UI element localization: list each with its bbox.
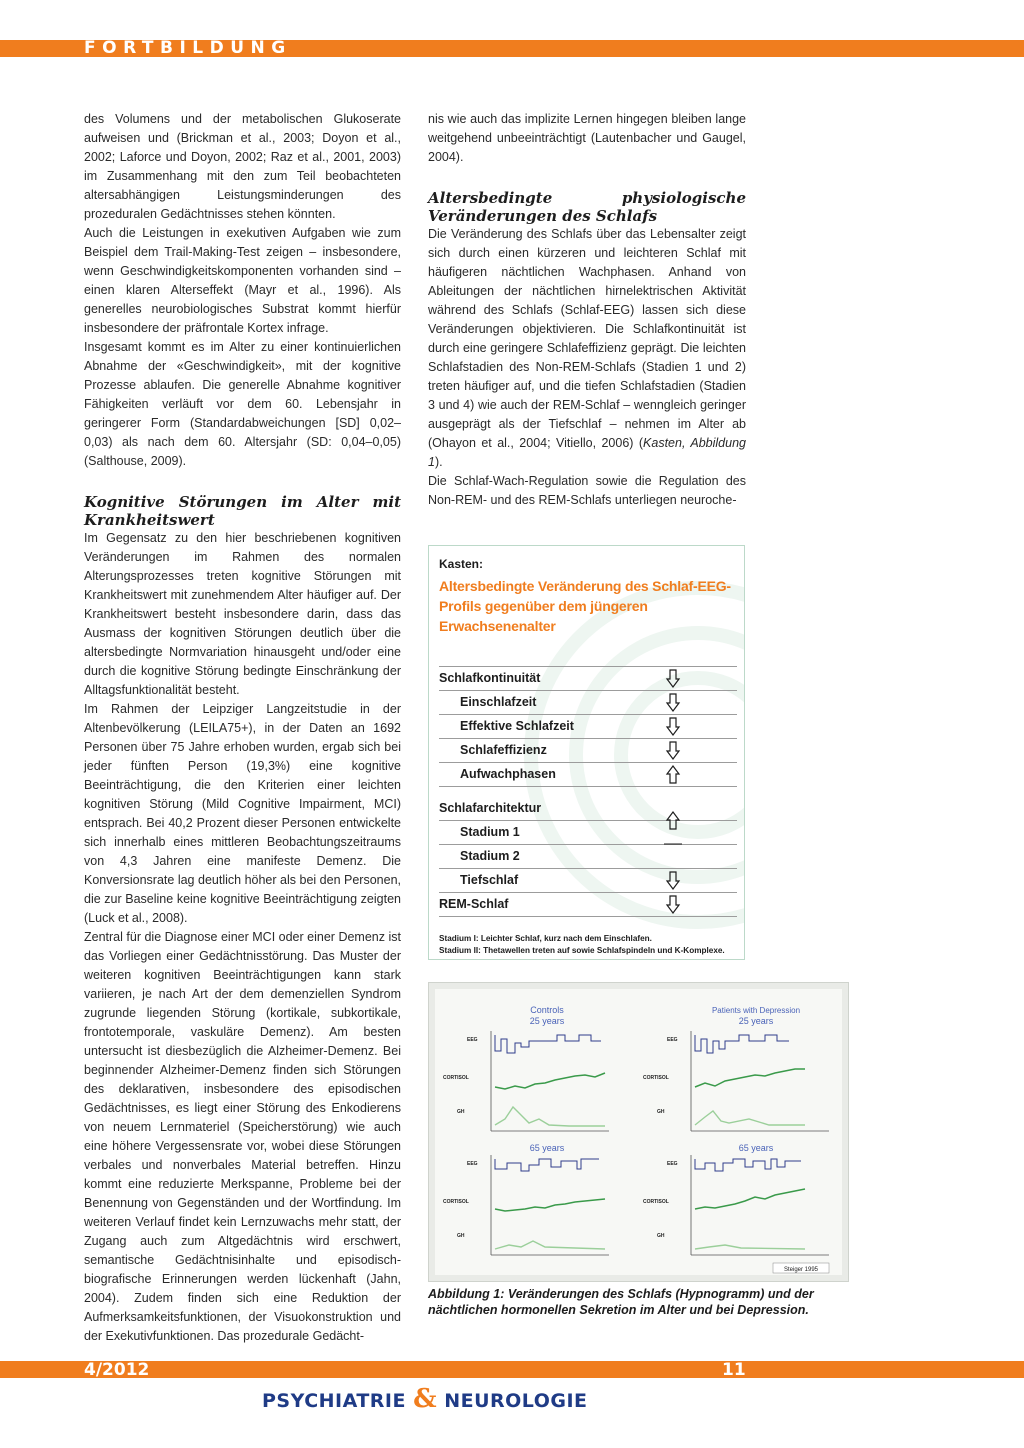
- box-row: Effektive Schlafzeit: [439, 715, 737, 739]
- box-label: Kasten:: [439, 557, 484, 571]
- left-column: [84, 110, 401, 1346]
- arrow-down-icon: [664, 739, 682, 762]
- paragraph: Im Rahmen der Leipziger Langzeitstudie in der Altenbevölkerung (LEILA75+), in der Daten an 1692 Personen über 75 Jahre erhoben wurden, ergab sich bei jeder fünften Person (19,3%) eine kognitive Beeinträchtigung, die den Kriterien einer leichten kognitiven Störung (Mild Cognitive Impairment, MCI) entsprach. Bei 40,2 Prozent dieser Personen entwickelte sich innerhalb eines mittleren Beobachtungszeitraums von 4,3 Jahren eine manifeste Demenz. Die Konversionsrate lag deutlich höher als bei den Personen, die zur Baseline keine kognitive Beeinträchtigung zeigten (Luck et al., 2008).: [84, 702, 401, 925]
- paragraph: Im Gegensatz zu den hier beschriebenen kognitiven Veränderungen im Rahmen des normalen Alterungsprozesses treten kognitive Störungen mit Krankheitswert mit zunehmendem Alter häufiger auf. Der Krankheitswert besteht insbesondere darin, dass das Ausmass der kognitiven Störungen deutlich über die altersbedingte Normvariation hinausgeht und/oder eine durch die kognitive Störung bedingte Einschränkung der Alltagsfunktionalität besteht.: [84, 531, 401, 697]
- box-row: Tiefschlaf: [439, 869, 737, 893]
- issue-number: 4/2012: [84, 1360, 150, 1380]
- box-row: Stadium 2: [439, 845, 737, 869]
- svg-text:GH: GH: [657, 1109, 665, 1115]
- figure-credit: Steiger 1995: [783, 1267, 819, 1273]
- box-row: Schlafeffizienz: [439, 739, 737, 763]
- svg-text:EEG: EEG: [667, 1161, 678, 1167]
- box-row: Stadium 1: [439, 821, 737, 845]
- box-row: Aufwachphasen: [439, 763, 737, 787]
- section-heading: Altersbedingte physiologische Veränderungen des Schlafs: [428, 189, 746, 225]
- arrow-down-icon: [664, 869, 682, 892]
- arrow-down-icon: [664, 667, 682, 690]
- svg-text:GH: GH: [657, 1233, 665, 1239]
- figure-title-right: Patients with Depression: [711, 1006, 801, 1015]
- figure-age-left: 65 years: [529, 1143, 565, 1153]
- arrow-down-icon: [664, 893, 682, 916]
- svg-text:CORTISOL: CORTISOL: [443, 1199, 469, 1205]
- box-row: Schlafarchitektur: [439, 797, 737, 821]
- box-title: Altersbedingte Veränderung des Schlaf-EEG-Profils gegenüber dem jüngeren Erwachsenenalter: [439, 578, 731, 634]
- figure-hypnogram: [428, 982, 849, 1282]
- box-footnote: Stadium II: Thetawellen treten auf sowie Schlafspindeln und K-Komplexe.: [439, 946, 725, 955]
- box-row: REM-Schlaf: [439, 893, 737, 917]
- paragraph: Die Schlaf-Wach-Regulation sowie die Regulation des Non-REM- und des REM-Schlafs unterliegen neuroche-: [428, 474, 746, 507]
- box-row: Schlafkontinuität: [439, 667, 737, 691]
- svg-text:EEG: EEG: [467, 1037, 478, 1043]
- page-number: 11: [722, 1360, 746, 1380]
- figure-subtitle-right: 25 years: [738, 1016, 774, 1026]
- svg-text:GH: GH: [457, 1233, 465, 1239]
- arrow-down-icon: [664, 691, 682, 714]
- info-box: [428, 545, 745, 960]
- section-header: FORTBILDUNG: [84, 38, 292, 58]
- paragraph: Insgesamt kommt es im Alter zu einer kontinuierlichen Abnahme der «Geschwindigkeit», mit der kognitive Prozesse ablaufen. Die generelle Abnahme kognitiver Fähigkeiten verläuft vor dem 60. Lebensjahr in geringerer Form (Standardabweichungen [SD] 0,02–0,03) als nach dem 60. Altersjahr (SD: 0,04–0,05) (Salthouse, 2009).: [84, 340, 401, 468]
- arrow-up-icon: [664, 809, 682, 832]
- svg-text:CORTISOL: CORTISOL: [643, 1199, 669, 1205]
- right-column: [428, 110, 746, 510]
- paragraph: nis wie auch das implizite Lernen hingegen bleiben lange weitgehend unbeeinträchtigt (Lautenbacher und Gaugel, 2004).: [428, 112, 746, 164]
- paragraph: Auch die Leistungen in exekutiven Aufgaben wie zum Beispiel dem Trail-Making-Test zeigen – insbesondere, wenn Geschwindigkeitskomponenten vorhanden sind – einen klaren Alterseffekt (Mayr et al., 1996). Als generelles neurobiologisches Substrat kommt hierfür insbesondere der präfrontale Kortex infrage.: [84, 226, 401, 335]
- paragraph: Die Veränderung des Schlafs über das Lebensalter zeigt sich durch einen kürzeren und leichteren Schlaf mit häufigeren nächtlichen Wachphasen. Anhand von Ableitungen der nächtlichen hirnelektrischen Aktivität während des Schlafs (Schlaf-EEG) lassen sich diese Veränderungen objektivieren. Die Schlafkontinuität ist durch eine geringere Schlafeffizienz geprägt. Die leichten Schlafstadien des Non-REM-Schlafs (Stadien 1 und 2) treten häufiger auf, und die tiefen Schlafstadien (Stadien 3 und 4) wie auch der REM-Schlaf – wenngleich geringer ausgeprägt als der Tiefschlaf – nehmen im Alter ab (Ohayon et al., 2004; Vitiello, 2006) (Kasten, Abbildung 1).: [428, 227, 746, 469]
- svg-text:CORTISOL: CORTISOL: [643, 1075, 669, 1081]
- svg-text:EEG: EEG: [467, 1161, 478, 1167]
- paragraph: Zentral für die Diagnose einer MCI oder einer Demenz ist das Vorliegen einer Gedächtnisstörung. Das Muster der weiteren kognitiven Beeinträchtigungen kann stark variieren, je nach Art der dem demenziellen Syndrom zugrunde liegenden Störung (kortikale, subkortikale, frontotemporale, vaskuläre Demenz). Am besten untersucht ist diesbezüglich die Alzheimer-Demenz. Bei beginnender Alzheimer-Demenz finden sich Störungen des deklarativen, insbesondere des episodischen Gedächtnisses, es liegt einer Störung des Enkodierens von neuem Lernmateriel (Speicherstörung) wie auch eine höhere Vergessensrate vor, wobei diese Störungen verbales und nonverbales Material betreffen. Hinzu kommt eine reduzierte Merkspanne, Probleme bei der Benennung von Gegenständen und der Wortfindung. Im weiteren Verlauf findet kein Lernzuwachs mehr statt, der Zugang auch zum Altgedächtnis wird erschwert, semantische Gedächtnisinhalte und episodisch-biografische Erinnerungen werden lückenhaft (Jahn, 2004). Zudem finden sich eine Reduktion der Aufmerksamkeitsfunktionen, der Visuokonstruktion und der Exekutivfunktionen. Das prozedurale Gedächt-: [84, 930, 401, 1343]
- dash-icon: [664, 833, 682, 856]
- svg-text:EEG: EEG: [667, 1037, 678, 1043]
- svg-text:GH: GH: [457, 1109, 465, 1115]
- journal-logo: PSYCHIATRIE & NEUROLOGIE: [254, 1378, 584, 1414]
- paragraph: des Volumens und der metabolischen Glukoserate aufweisen und (Brickman et al., 2003; Doyon et al., 2002; Laforce und Doyon, 2002; Raz et al., 2001, 2003) im Zusammenhang mit den zum Teil beobachteten altersabhängigen Leistungsminderungen des prozeduralen Gedächtnisses stehen könnten.: [84, 112, 401, 221]
- footer-bar: [0, 1361, 1024, 1378]
- arrow-down-icon: [664, 715, 682, 738]
- svg-text:CORTISOL: CORTISOL: [443, 1075, 469, 1081]
- figure-title-left: Controls: [530, 1005, 564, 1015]
- box-row: Einschlafzeit: [439, 691, 737, 715]
- section-heading: Kognitive Störungen im Alter mit Krankheitswert: [84, 493, 401, 529]
- figure-subtitle-left: 25 years: [529, 1016, 565, 1026]
- figure-caption: Abbildung 1: Veränderungen des Schlafs (Hypnogramm) und der nächtlichen hormonellen Sekretion im Alter und bei Depression.: [428, 1287, 814, 1317]
- arrow-up-icon: [664, 763, 682, 786]
- box-footnote: Stadium I: Leichter Schlaf, kurz nach dem Einschlafen.: [439, 934, 652, 943]
- figure-reference: Kasten, Abbildung 1: [428, 436, 746, 469]
- figure-age-right: 65 years: [738, 1143, 774, 1153]
